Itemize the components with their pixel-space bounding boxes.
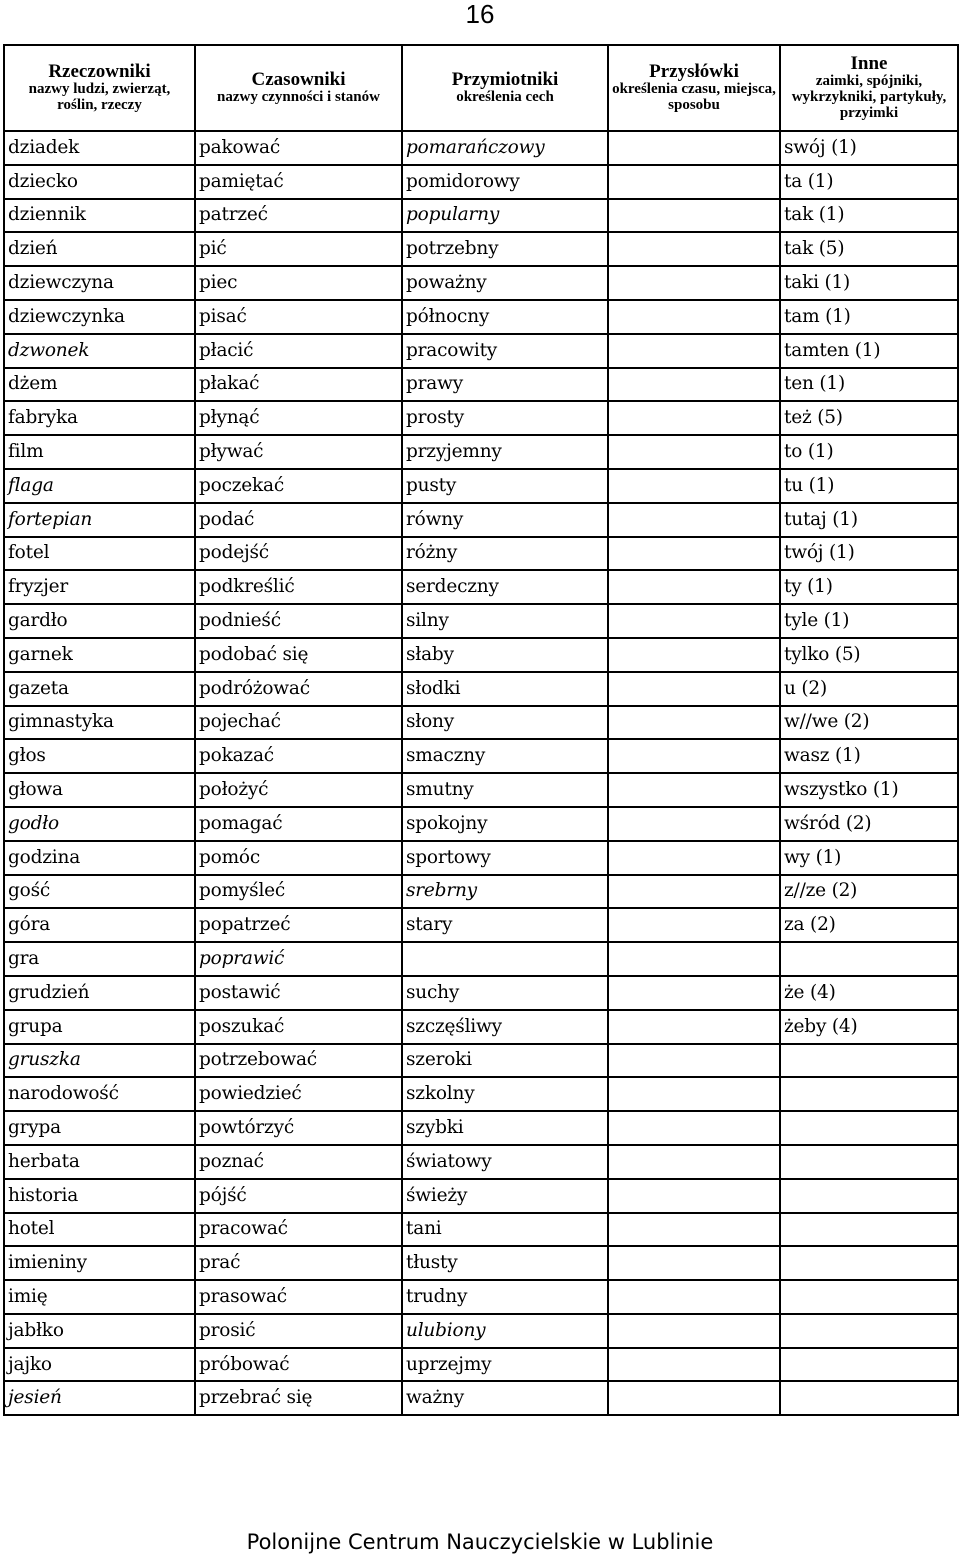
verb-cell: przebrać się bbox=[195, 1381, 402, 1415]
table-row bbox=[4, 1010, 958, 1044]
adjective-cell: pracowity bbox=[402, 334, 608, 368]
verb-cell: pakować bbox=[195, 131, 402, 165]
verb-cell: pomyśleć bbox=[195, 875, 402, 909]
adverb-cell bbox=[608, 976, 780, 1010]
other-cell bbox=[780, 1348, 958, 1382]
table-row bbox=[4, 469, 958, 503]
other-cell: wasz (1) bbox=[780, 739, 958, 773]
table-row bbox=[4, 300, 958, 334]
adverb-cell bbox=[608, 1280, 780, 1314]
adverb-cell bbox=[608, 232, 780, 266]
adjective-cell: szeroki bbox=[402, 1044, 608, 1078]
noun-cell: jabłko bbox=[4, 1314, 195, 1348]
table-row bbox=[4, 368, 958, 402]
noun-cell: hotel bbox=[4, 1213, 195, 1247]
verb-cell: pracować bbox=[195, 1213, 402, 1247]
adverb-cell bbox=[608, 1179, 780, 1213]
verb-cell: płynąć bbox=[195, 401, 402, 435]
verb-cell: poszukać bbox=[195, 1010, 402, 1044]
verb-cell: pływać bbox=[195, 435, 402, 469]
verb-cell: poczekać bbox=[195, 469, 402, 503]
other-cell: tak (1) bbox=[780, 199, 958, 233]
adverb-cell bbox=[608, 638, 780, 672]
adjective-cell: świeży bbox=[402, 1179, 608, 1213]
noun-cell: fotel bbox=[4, 537, 195, 571]
noun-cell: godło bbox=[4, 807, 195, 841]
table-row bbox=[4, 570, 958, 604]
other-cell: tu (1) bbox=[780, 469, 958, 503]
adjective-cell: spokojny bbox=[402, 807, 608, 841]
noun-cell: gra bbox=[4, 942, 195, 976]
table-row bbox=[4, 604, 958, 638]
adjective-cell: szkolny bbox=[402, 1077, 608, 1111]
adverb-cell bbox=[608, 266, 780, 300]
verb-cell: położyć bbox=[195, 773, 402, 807]
verb-cell: podnieść bbox=[195, 604, 402, 638]
adverb-cell bbox=[608, 1077, 780, 1111]
table-row bbox=[4, 1246, 958, 1280]
table-row bbox=[4, 1213, 958, 1247]
noun-cell: głos bbox=[4, 739, 195, 773]
other-cell: w//we (2) bbox=[780, 706, 958, 740]
verb-cell: podobać się bbox=[195, 638, 402, 672]
noun-cell: imieniny bbox=[4, 1246, 195, 1280]
adverb-cell bbox=[608, 334, 780, 368]
table-row bbox=[4, 232, 958, 266]
verb-cell: pojechać bbox=[195, 706, 402, 740]
adjective-cell: różny bbox=[402, 537, 608, 571]
noun-cell: fortepian bbox=[4, 503, 195, 537]
noun-cell: dzień bbox=[4, 232, 195, 266]
page-number: 16 bbox=[465, 0, 495, 29]
other-cell: z//ze (2) bbox=[780, 875, 958, 909]
adverb-cell bbox=[608, 875, 780, 909]
verb-cell: postawić bbox=[195, 976, 402, 1010]
table-row bbox=[4, 1111, 958, 1145]
adjective-cell: światowy bbox=[402, 1145, 608, 1179]
adjective-cell: suchy bbox=[402, 976, 608, 1010]
adverb-cell bbox=[608, 199, 780, 233]
verb-cell: płacić bbox=[195, 334, 402, 368]
adjective-cell: pomidorowy bbox=[402, 165, 608, 199]
table-row bbox=[4, 672, 958, 706]
noun-cell: dzwonek bbox=[4, 334, 195, 368]
adverb-cell bbox=[608, 570, 780, 604]
other-cell: tamten (1) bbox=[780, 334, 958, 368]
table-row bbox=[4, 942, 958, 976]
adverb-cell bbox=[608, 807, 780, 841]
verb-cell: pomagać bbox=[195, 807, 402, 841]
table-row bbox=[4, 1280, 958, 1314]
verb-cell: próbować bbox=[195, 1348, 402, 1382]
verb-cell: piec bbox=[195, 266, 402, 300]
other-cell bbox=[780, 1246, 958, 1280]
noun-cell: głowa bbox=[4, 773, 195, 807]
adjective-cell: słony bbox=[402, 706, 608, 740]
other-cell bbox=[780, 1145, 958, 1179]
table-row bbox=[4, 435, 958, 469]
other-cell bbox=[780, 1179, 958, 1213]
other-cell bbox=[780, 1314, 958, 1348]
adjective-cell: prawy bbox=[402, 368, 608, 402]
other-cell: że (4) bbox=[780, 976, 958, 1010]
noun-cell: gazeta bbox=[4, 672, 195, 706]
table-header-row bbox=[4, 45, 958, 131]
adverb-cell bbox=[608, 604, 780, 638]
header-title: Inne bbox=[850, 53, 888, 75]
other-cell: też (5) bbox=[780, 401, 958, 435]
adverb-cell bbox=[608, 1145, 780, 1179]
noun-cell: grupa bbox=[4, 1010, 195, 1044]
header-subtitle: zaimki, spójniki, wykrzykniki, partykuły, przyimki bbox=[791, 73, 947, 121]
noun-cell: gość bbox=[4, 875, 195, 909]
table-row bbox=[4, 908, 958, 942]
adjective-cell: stary bbox=[402, 908, 608, 942]
header-subtitle: nazwy czynności i stanów bbox=[217, 89, 380, 106]
header-title: Czasowniki bbox=[251, 69, 346, 91]
other-cell: tylko (5) bbox=[780, 638, 958, 672]
noun-cell: dziewczyna bbox=[4, 266, 195, 300]
adjective-cell: smutny bbox=[402, 773, 608, 807]
other-cell bbox=[780, 1077, 958, 1111]
adjective-cell: słaby bbox=[402, 638, 608, 672]
table-row bbox=[4, 199, 958, 233]
table-row bbox=[4, 807, 958, 841]
adjective-cell: potrzebny bbox=[402, 232, 608, 266]
adverb-cell bbox=[608, 1381, 780, 1415]
table-row bbox=[4, 638, 958, 672]
noun-cell: film bbox=[4, 435, 195, 469]
verb-cell: pisać bbox=[195, 300, 402, 334]
adverb-cell bbox=[608, 1213, 780, 1247]
table-row bbox=[4, 976, 958, 1010]
header-title: Przymiotniki bbox=[451, 69, 559, 91]
noun-cell: grypa bbox=[4, 1111, 195, 1145]
noun-cell: jajko bbox=[4, 1348, 195, 1382]
verb-cell: powiedzieć bbox=[195, 1077, 402, 1111]
adjective-cell: trudny bbox=[402, 1280, 608, 1314]
table-row bbox=[4, 1348, 958, 1382]
other-cell: wszystko (1) bbox=[780, 773, 958, 807]
adverb-cell bbox=[608, 739, 780, 773]
other-cell bbox=[780, 1280, 958, 1314]
adverb-cell bbox=[608, 131, 780, 165]
adverb-cell bbox=[608, 1246, 780, 1280]
adjective-cell: słodki bbox=[402, 672, 608, 706]
other-cell bbox=[780, 1111, 958, 1145]
verb-cell: pokazać bbox=[195, 739, 402, 773]
table-row bbox=[4, 841, 958, 875]
table-row bbox=[4, 401, 958, 435]
verb-cell: powtórzyć bbox=[195, 1111, 402, 1145]
adjective-cell: szczęśliwy bbox=[402, 1010, 608, 1044]
header-title: Rzeczowniki bbox=[48, 61, 151, 83]
header-adjectives bbox=[402, 45, 608, 131]
other-cell: tak (5) bbox=[780, 232, 958, 266]
noun-cell: gardło bbox=[4, 604, 195, 638]
other-cell bbox=[780, 1044, 958, 1078]
other-cell bbox=[780, 1213, 958, 1247]
adjective-cell: srebrny bbox=[402, 875, 608, 909]
adverb-cell bbox=[608, 1044, 780, 1078]
table-row bbox=[4, 1314, 958, 1348]
noun-cell: dziadek bbox=[4, 131, 195, 165]
other-cell: tam (1) bbox=[780, 300, 958, 334]
verb-cell: płakać bbox=[195, 368, 402, 402]
adjective-cell: przyjemny bbox=[402, 435, 608, 469]
other-cell bbox=[780, 942, 958, 976]
adverb-cell bbox=[608, 469, 780, 503]
adverb-cell bbox=[608, 300, 780, 334]
vocabulary-table-body bbox=[4, 131, 958, 1415]
table-row bbox=[4, 537, 958, 571]
adjective-cell: serdeczny bbox=[402, 570, 608, 604]
adverb-cell bbox=[608, 503, 780, 537]
other-cell: u (2) bbox=[780, 672, 958, 706]
table-row bbox=[4, 131, 958, 165]
verb-cell: prać bbox=[195, 1246, 402, 1280]
adverb-cell bbox=[608, 368, 780, 402]
verb-cell: pójść bbox=[195, 1179, 402, 1213]
noun-cell: jesień bbox=[4, 1381, 195, 1415]
adverb-cell bbox=[608, 435, 780, 469]
verb-cell: popatrzeć bbox=[195, 908, 402, 942]
adjective-cell: ulubiony bbox=[402, 1314, 608, 1348]
table-row bbox=[4, 334, 958, 368]
adjective-cell: ważny bbox=[402, 1381, 608, 1415]
verb-cell: potrzebować bbox=[195, 1044, 402, 1078]
verb-cell: poznać bbox=[195, 1145, 402, 1179]
other-cell: żeby (4) bbox=[780, 1010, 958, 1044]
other-cell: tyle (1) bbox=[780, 604, 958, 638]
verb-cell: podać bbox=[195, 503, 402, 537]
adverb-cell bbox=[608, 1111, 780, 1145]
noun-cell: historia bbox=[4, 1179, 195, 1213]
verb-cell: prosić bbox=[195, 1314, 402, 1348]
other-cell: wśród (2) bbox=[780, 807, 958, 841]
header-adverbs bbox=[608, 45, 780, 131]
adjective-cell: tłusty bbox=[402, 1246, 608, 1280]
noun-cell: godzina bbox=[4, 841, 195, 875]
adverb-cell bbox=[608, 706, 780, 740]
noun-cell: fabryka bbox=[4, 401, 195, 435]
verb-cell: poprawić bbox=[195, 942, 402, 976]
table-row bbox=[4, 875, 958, 909]
noun-cell: góra bbox=[4, 908, 195, 942]
adjective-cell: równy bbox=[402, 503, 608, 537]
noun-cell: dziecko bbox=[4, 165, 195, 199]
vocabulary-table bbox=[3, 44, 959, 1416]
other-cell: za (2) bbox=[780, 908, 958, 942]
header-verbs bbox=[195, 45, 402, 131]
table-row bbox=[4, 1044, 958, 1078]
noun-cell: gimnastyka bbox=[4, 706, 195, 740]
other-cell: tutaj (1) bbox=[780, 503, 958, 537]
noun-cell: dżem bbox=[4, 368, 195, 402]
other-cell: taki (1) bbox=[780, 266, 958, 300]
adverb-cell bbox=[608, 401, 780, 435]
table-row bbox=[4, 165, 958, 199]
adverb-cell bbox=[608, 1314, 780, 1348]
verb-cell: podejść bbox=[195, 537, 402, 571]
table-row bbox=[4, 1381, 958, 1415]
other-cell: wy (1) bbox=[780, 841, 958, 875]
adjective-cell: północny bbox=[402, 300, 608, 334]
table-row bbox=[4, 1077, 958, 1111]
adjective-cell: tani bbox=[402, 1213, 608, 1247]
table-row bbox=[4, 266, 958, 300]
other-cell: ty (1) bbox=[780, 570, 958, 604]
noun-cell: flaga bbox=[4, 469, 195, 503]
other-cell: ta (1) bbox=[780, 165, 958, 199]
table-row bbox=[4, 1179, 958, 1213]
adjective-cell: uprzejmy bbox=[402, 1348, 608, 1382]
verb-cell: patrzeć bbox=[195, 199, 402, 233]
header-other bbox=[780, 45, 958, 131]
verb-cell: prasować bbox=[195, 1280, 402, 1314]
verb-cell: pamiętać bbox=[195, 165, 402, 199]
adverb-cell bbox=[608, 908, 780, 942]
noun-cell: imię bbox=[4, 1280, 195, 1314]
noun-cell: herbata bbox=[4, 1145, 195, 1179]
adjective-cell bbox=[402, 942, 608, 976]
adverb-cell bbox=[608, 672, 780, 706]
other-cell: ten (1) bbox=[780, 368, 958, 402]
adjective-cell: poważny bbox=[402, 266, 608, 300]
verb-cell: pić bbox=[195, 232, 402, 266]
header-subtitle: nazwy ludzi, zwierząt, roślin, rzeczy bbox=[28, 81, 171, 113]
adverb-cell bbox=[608, 773, 780, 807]
other-cell: swój (1) bbox=[780, 131, 958, 165]
adjective-cell: silny bbox=[402, 604, 608, 638]
table-row bbox=[4, 1145, 958, 1179]
adjective-cell: sportowy bbox=[402, 841, 608, 875]
adjective-cell: szybki bbox=[402, 1111, 608, 1145]
verb-cell: podkreślić bbox=[195, 570, 402, 604]
adjective-cell: pomarańczowy bbox=[402, 131, 608, 165]
adverb-cell bbox=[608, 165, 780, 199]
header-nouns bbox=[4, 45, 195, 131]
adverb-cell bbox=[608, 942, 780, 976]
adverb-cell bbox=[608, 1348, 780, 1382]
noun-cell: garnek bbox=[4, 638, 195, 672]
verb-cell: podróżować bbox=[195, 672, 402, 706]
other-cell: to (1) bbox=[780, 435, 958, 469]
verb-cell: pomóc bbox=[195, 841, 402, 875]
adjective-cell: popularny bbox=[402, 199, 608, 233]
adverb-cell bbox=[608, 841, 780, 875]
header-subtitle: określenia cech bbox=[456, 89, 554, 106]
header-title: Przysłówki bbox=[649, 61, 739, 83]
table-row bbox=[4, 739, 958, 773]
table-row bbox=[4, 503, 958, 537]
noun-cell: fryzjer bbox=[4, 570, 195, 604]
adjective-cell: pusty bbox=[402, 469, 608, 503]
noun-cell: grudzień bbox=[4, 976, 195, 1010]
other-cell: twój (1) bbox=[780, 537, 958, 571]
other-cell bbox=[780, 1381, 958, 1415]
noun-cell: gruszka bbox=[4, 1044, 195, 1078]
footer-institution: Polonijne Centrum Nauczycielskie w Lublinie bbox=[246, 1530, 714, 1554]
adjective-cell: prosty bbox=[402, 401, 608, 435]
noun-cell: dziewczynka bbox=[4, 300, 195, 334]
adjective-cell: smaczny bbox=[402, 739, 608, 773]
adverb-cell bbox=[608, 1010, 780, 1044]
header-subtitle: określenia czasu, miejsca, sposobu bbox=[612, 81, 776, 113]
noun-cell: narodowość bbox=[4, 1077, 195, 1111]
table-row bbox=[4, 706, 958, 740]
adverb-cell bbox=[608, 537, 780, 571]
noun-cell: dziennik bbox=[4, 199, 195, 233]
table-row bbox=[4, 773, 958, 807]
